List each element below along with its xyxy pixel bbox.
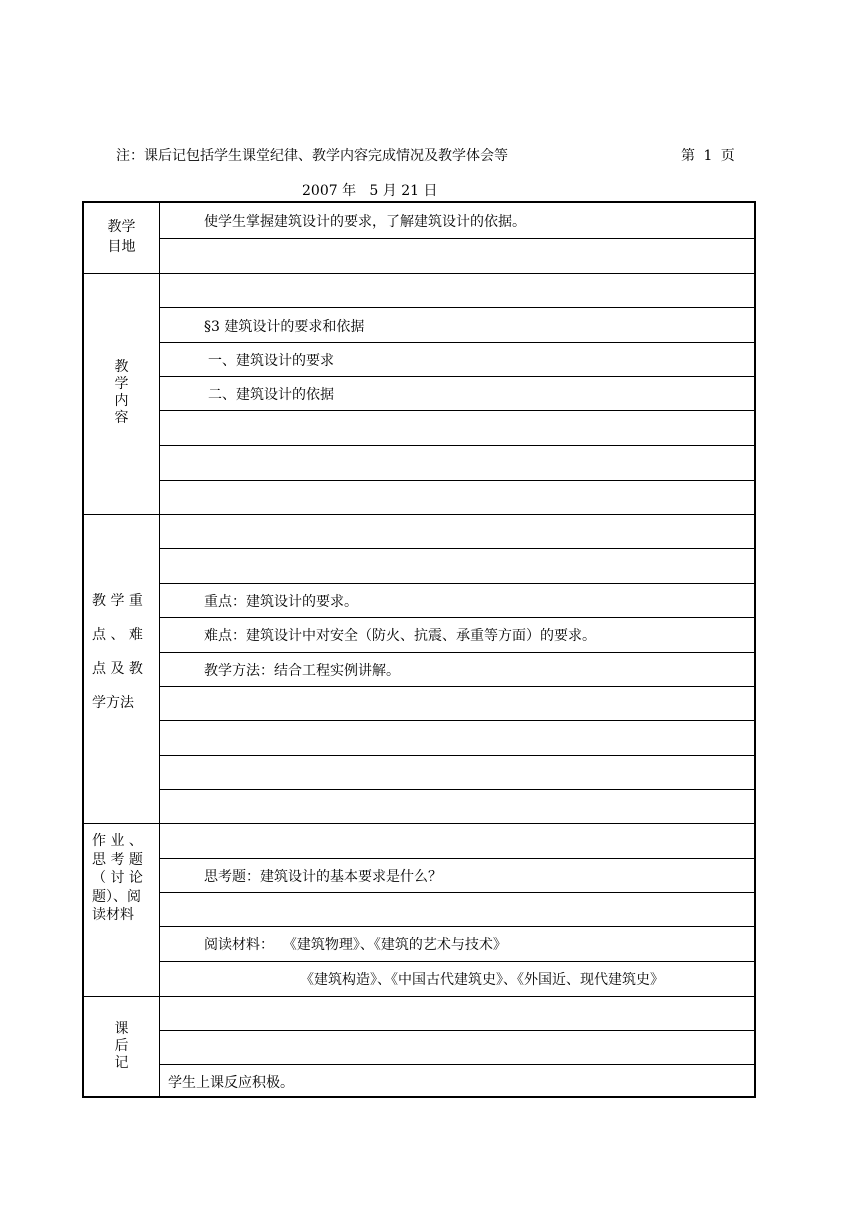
page-number: 第 1 页 (681, 148, 737, 164)
row-line (159, 238, 754, 239)
reading-materials-line-1: 阅读材料： 《建筑物理》、《建筑的艺术与技术》 (204, 937, 507, 953)
content-line-heading: §3 建筑设计的要求和依据 (204, 319, 365, 335)
row-line (159, 307, 754, 308)
after-class-note-text: 学生上课反应积极。 (168, 1075, 294, 1091)
row-line (159, 755, 754, 756)
lesson-plan-table (82, 201, 756, 1098)
row-line (159, 480, 754, 481)
label-teaching-goal: 教学 目地 (107, 219, 136, 255)
difficulty-text: 难点：建筑设计中对安全（防火、抗震、承重等方面）的要求。 (204, 628, 596, 644)
label-teaching-content: 教 学 内 容 (114, 359, 129, 426)
section-divider (84, 273, 754, 274)
row-line (159, 1030, 754, 1031)
row-line (159, 789, 754, 790)
discussion-question-text: 思考题：建筑设计的基本要求是什么？ (204, 869, 442, 885)
row-line (159, 548, 754, 549)
section-divider (84, 823, 754, 824)
key-point-text: 重点：建筑设计的要求。 (204, 594, 358, 610)
lesson-date: 2007 年 5 月 21 日 (302, 183, 438, 199)
content-line-2: 二、建筑设计的依据 (208, 387, 334, 403)
section-divider (84, 514, 754, 515)
row-line (159, 720, 754, 721)
content-line-1: 一、建筑设计的要求 (208, 353, 334, 369)
teaching-method-text: 教学方法：结合工程实例讲解。 (204, 663, 400, 679)
label-homework: 作 业 、 思 考 题 （ 讨 论 题）、阅 读材料 (92, 833, 143, 923)
goal-text: 使学生掌握建筑设计的要求，了解建筑设计的依据。 (204, 214, 526, 230)
footnote-note: 注：课后记包括学生课堂纪律、教学内容完成情况及教学体会等 (116, 148, 508, 164)
reading-materials-line-2: 《建筑构造》、《中国古代建筑史》、《外国近、现代建筑史》 (300, 972, 664, 988)
row-line (159, 445, 754, 446)
label-after-class-notes: 课 后 记 (114, 1021, 129, 1071)
label-key-points-methods: 教 学 重 点 、 难 点 及 教 学方法 (92, 593, 143, 711)
section-divider (84, 996, 754, 997)
